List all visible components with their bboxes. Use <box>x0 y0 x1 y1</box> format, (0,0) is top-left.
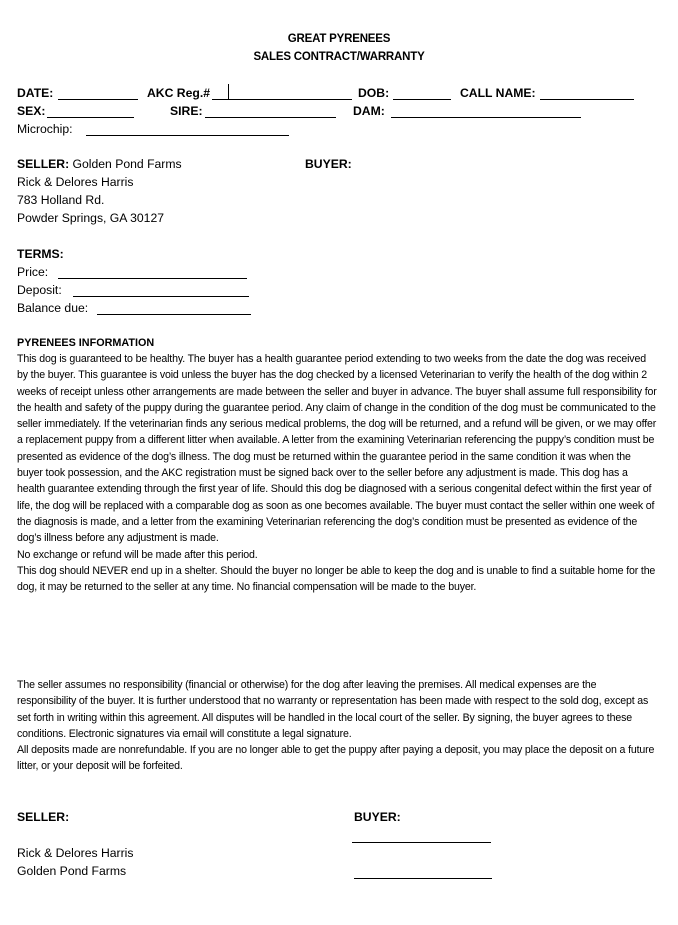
text-cursor <box>228 84 229 100</box>
info-paragraph-2: No exchange or refund will be made after this period. <box>17 548 258 561</box>
dam-field[interactable] <box>391 117 581 118</box>
sire-label: SIRE: <box>170 104 203 118</box>
info-body <box>17 351 657 595</box>
akc-reg-field[interactable] <box>212 99 352 100</box>
buyer-signature-line-1[interactable] <box>352 842 491 843</box>
dam-label: DAM: <box>353 104 385 118</box>
signature-seller-label: SELLER: <box>17 810 70 824</box>
info-paragraph-3: This dog should NEVER end up in a shelter. Should the buyer no longer be able to keep the dog and is unable to find a suitable home for the dog, it may be returned to the seller at any time. No financial compensation will be made to the buyer. <box>17 564 656 594</box>
deposit-label: Deposit: <box>17 283 62 297</box>
microchip-label: Microchip: <box>17 122 73 136</box>
sire-field[interactable] <box>205 117 336 118</box>
info-paragraph-4: The seller assumes no responsibility (financial or otherwise) for the dog after leaving the premises. All medical expenses are the responsibility of the buyer. It is further understood that no warranty or representation has been made with respect to the sold dog, except as set forth in writing within this agreement. All disputes will be handled in the local court of the seller. By signing, the buyer agrees to these conditions. Electronic signatures via email will constitute a legal signature. <box>17 679 649 740</box>
call-name-field[interactable] <box>540 99 634 100</box>
info-paragraph-5: All deposits made are nonrefundable. If you are no longer able to get the puppy after paying a deposit, you may place the deposit on a future litter, or your deposit will be forfeited. <box>17 744 655 773</box>
price-field[interactable] <box>58 278 247 279</box>
seller-name: Golden Pond Farms <box>72 157 182 171</box>
microchip-field[interactable] <box>86 135 289 136</box>
dob-field[interactable] <box>393 99 451 100</box>
signature-seller-farm: Golden Pond Farms <box>17 864 127 878</box>
signature-seller-owners: Rick & Delores Harris <box>17 846 134 860</box>
terms-heading: TERMS: <box>17 247 64 261</box>
date-field[interactable] <box>58 99 138 100</box>
signature-buyer-label: BUYER: <box>354 810 401 824</box>
sex-label: SEX: <box>17 104 46 118</box>
call-name-label: CALL NAME: <box>460 86 536 100</box>
terms-body <box>17 677 657 775</box>
sex-field[interactable] <box>47 117 134 118</box>
buyer-label: BUYER: <box>305 157 352 171</box>
seller-owners: Rick & Delores Harris <box>17 175 134 189</box>
akc-reg-label: AKC Reg.# <box>147 86 210 100</box>
info-heading: PYRENEES INFORMATION <box>17 337 155 349</box>
seller-label: SELLER: <box>17 157 70 171</box>
balance-due-field[interactable] <box>97 314 251 315</box>
price-label: Price: <box>17 265 49 279</box>
deposit-field[interactable] <box>73 296 249 297</box>
seller-heading <box>17 156 182 172</box>
buyer-signature-line-2[interactable] <box>354 878 492 879</box>
seller-address-2: Powder Springs, GA 30127 <box>17 211 165 225</box>
title-line-1: GREAT PYRENEES <box>287 33 391 45</box>
balance-due-label: Balance due: <box>17 301 89 315</box>
dob-label: DOB: <box>358 86 390 100</box>
date-label: DATE: <box>17 86 54 100</box>
title-line-2: SALES CONTRACT/WARRANTY <box>253 51 425 63</box>
seller-address-1: 783 Holland Rd. <box>17 193 105 207</box>
info-paragraph-1: This dog is guaranteed to be healthy. The buyer has a health guarantee period extending to two weeks from the date the dog was received by the buyer. This guarantee is void unless the buyer has the dog checked by a licensed Veterinarian to verify the health of the dog within 2 weeks of receipt unless other arrangements are made between the seller and buyer in advance. The buyer shall assume full responsibility for the health and safety of the puppy during the guarantee period. Any claim of change in the condition of the dog must be communicated to the seller immediately. If the veterinarian finds any serious medical problems, the dog will be returned, and a refund will be given, or we may offer a replacement puppy from a different litter when available. A letter from the examining Veterinarian referencing the puppy’s condition must be presented as evidence of the dog’s illness. The dog must be returned within the guarantee period in the same condition it was when the buyer took possession, and the AKC registration must be signed back over to the seller before any adjustment is made. This dog has a health guarantee extending through the first year of life. Should this dog be diagnosed with a serious congenital defect within the first year of life, the dog will be replaced with a comparable dog as soon as one becomes available. The buyer must contact the seller within one week of the diagnosis is made, and a letter from the examining Veterinarian referencing the dog’s condition must be presented as evidence of the dog’s illness before any adjustment is made. <box>17 353 657 545</box>
